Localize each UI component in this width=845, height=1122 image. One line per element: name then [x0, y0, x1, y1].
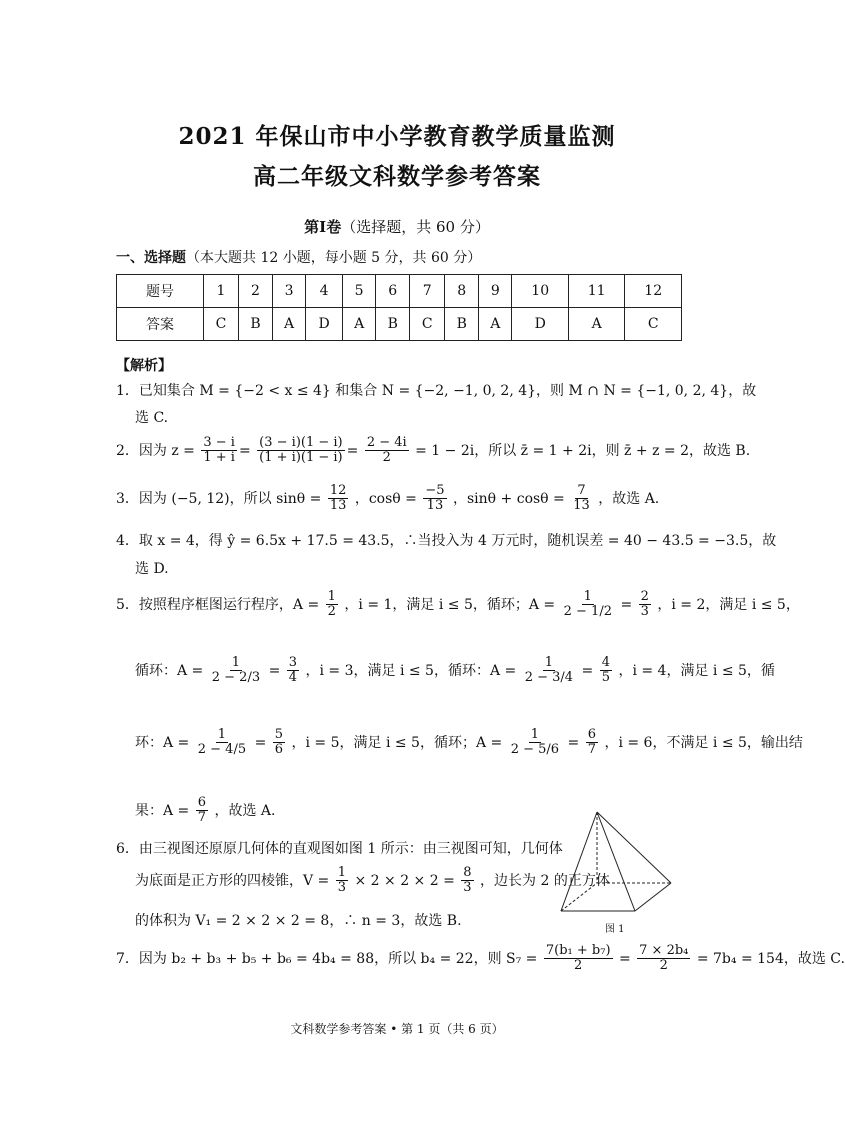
fraction: [196, 796, 208, 826]
fraction: [196, 728, 248, 758]
answer-cell: C: [203, 308, 238, 341]
answer-cell: D: [512, 308, 568, 341]
solution-1-line-2: 选 C.: [135, 410, 169, 426]
pyramid-figure: [553, 808, 683, 933]
numerator: 1: [544, 655, 554, 670]
question-number: 2: [239, 275, 273, 308]
solution-1-line-1: 1．已知集合 M = {−2 < x ≤ 4} 和集合 N = {−2, −1, 0, 2, 4}，则 M ∩ N = {−1, 0, 2, 4}，故: [116, 383, 757, 399]
table-header-cell: 答案: [117, 308, 204, 341]
solution-5-line-4: [135, 796, 276, 826]
solution-3: [116, 484, 659, 514]
question-number: 9: [479, 275, 512, 308]
numerator: 3 − i: [203, 435, 235, 450]
denominator: 13: [426, 498, 444, 514]
numerator: 7(b₁ + b₇): [545, 943, 611, 958]
text: 5．按照程序框图运行程序，A =: [116, 596, 320, 613]
denominator: 2 − 4/5: [197, 742, 247, 758]
analysis-heading: 【解析】: [116, 358, 172, 374]
answer-table: [116, 274, 682, 341]
denominator: 2 − 5/6: [510, 742, 560, 758]
fraction: [328, 484, 349, 514]
denominator: 2: [574, 958, 583, 974]
numerator: (3 − i)(1 − i): [259, 435, 343, 450]
numerator: 1: [583, 589, 592, 604]
answer-cell: B: [239, 308, 273, 341]
text: 3．因为 (−5, 12)，所以 sinθ =: [116, 490, 322, 507]
volume-heading: [0, 216, 794, 237]
solution-5-line-1: [116, 590, 800, 620]
denominator: 3: [337, 880, 347, 896]
question-number: 11: [568, 275, 624, 308]
section-label: 一、选择题: [116, 250, 186, 266]
fraction: [509, 728, 561, 758]
solution-7: [116, 944, 845, 974]
numerator: 8: [463, 865, 472, 880]
question-number: 8: [445, 275, 479, 308]
numerator: 2: [640, 589, 649, 604]
text: ，i = 6，不满足 i ≤ 5，输出结: [604, 734, 803, 751]
fraction: [273, 728, 285, 758]
numerator: 7 × 2b₄: [639, 943, 689, 958]
fraction: [544, 944, 613, 974]
solution-2: 2．因为 z = $\frac{3 - i}{1 + i}$ = $\frac{(3 - i)(1 - i)}{(1 + i)(1 - i)}$ = $\frac{2 - 4i}{2}$ = 1 − 2i，所以 z̄ = 1 + 2i，则 z̄ + z = 2，故选 B.: [116, 435, 751, 466]
question-number: 10: [512, 275, 568, 308]
answer-cell: B: [376, 308, 410, 341]
numerator: 1: [327, 589, 336, 604]
numerator: 6: [587, 727, 596, 742]
denominator: 2: [659, 958, 668, 974]
volume-label: 第Ⅰ卷: [304, 218, 342, 236]
question-number: 12: [625, 275, 682, 308]
document-title: 2021 年保山市中小学教育教学质量监测: [178, 123, 616, 150]
text: ，i = 5，满足 i ≤ 5，循环；A =: [291, 734, 503, 751]
numerator: 12: [329, 483, 347, 498]
question-number: 6: [376, 275, 410, 308]
fraction: [336, 866, 348, 896]
fraction: [326, 590, 338, 620]
text: 为底面是正方形的四棱锥，V =: [135, 872, 330, 889]
fraction: [639, 590, 651, 620]
question-number: 4: [306, 275, 343, 308]
fraction: [586, 728, 598, 758]
text: × 2 × 2 × 2 =: [354, 872, 455, 889]
table-row: [117, 275, 682, 308]
question-number: 7: [410, 275, 445, 308]
answer-cell: C: [410, 308, 445, 341]
table-row: [117, 308, 682, 341]
fraction: [257, 436, 344, 466]
denominator: 2: [382, 450, 391, 466]
volume-desc: （选择题，共 60 分）: [341, 218, 490, 236]
answer-cell: D: [306, 308, 343, 341]
solution-4-line-1: 4．取 x = 4，得 ŷ = 6.5x + 17.5 = 43.5，∴当投入为 4 万元时，随机误差 = 40 − 43.5 = −3.5，故: [116, 533, 777, 549]
denominator: 13: [573, 498, 590, 514]
question-number: 1: [203, 275, 238, 308]
text: ，i = 3，满足 i ≤ 5，循环：A =: [305, 662, 517, 679]
denominator: (1 + i)(1 − i): [259, 450, 343, 466]
numerator: 6: [197, 795, 207, 810]
text: =: [567, 734, 580, 751]
fraction: [637, 944, 690, 974]
section-heading: [116, 247, 481, 267]
numerator: 2 − 4i: [366, 435, 407, 450]
denominator: 2 − 2/3: [211, 670, 261, 686]
fraction: [562, 590, 614, 620]
text: =: [618, 950, 631, 967]
numerator: 1: [231, 655, 241, 670]
denominator: 1 + i: [203, 450, 235, 466]
solution-6-line-3: 的体积为 V₁ = 2 × 2 × 2 = 8，∴ n = 3，故选 B.: [135, 913, 462, 929]
text: ，sinθ + cosθ =: [452, 490, 565, 507]
answer-cell: C: [625, 308, 682, 341]
text: ，i = 2，满足 i ≤ 5，: [657, 596, 800, 613]
denominator: 7: [197, 810, 207, 826]
denominator: 3: [463, 880, 472, 896]
text: = 1 − 2i，所以 z̄ = 1 + 2i，则 z̄ + z = 2，故选 B.: [415, 442, 751, 459]
text: 循环：A =: [135, 662, 204, 679]
fraction: [571, 484, 592, 514]
denominator: 4: [288, 670, 298, 686]
page-footer: 文科数学参考答案 • 第 1 页（共 6 页）: [290, 1022, 504, 1036]
text: =: [581, 662, 594, 679]
text: 7．因为 b₂ + b₃ + b₅ + b₆ = 4b₄ = 88，所以 b₄ = 22，则 S₇ =: [116, 950, 538, 967]
text: =: [620, 596, 633, 613]
denominator: 2: [327, 604, 336, 620]
numerator: 3: [288, 655, 298, 670]
text: ，i = 4，满足 i ≤ 5，循: [618, 662, 775, 679]
denominator: 13: [329, 498, 347, 514]
solution-5-line-3: [135, 728, 803, 758]
text: 环：A =: [135, 734, 190, 751]
denominator: 3: [640, 604, 649, 620]
solution-6-line-1: 6．由三视图还原原几何体的直观图如图 1 所示：由三视图可知，几何体: [116, 841, 563, 857]
text: =: [254, 734, 267, 751]
numerator: 1: [217, 727, 227, 742]
text: ，故选 A.: [214, 802, 276, 819]
text: 2．因为 z =: [116, 442, 195, 459]
numerator: −5: [425, 483, 445, 498]
fraction: [600, 656, 612, 686]
fraction: [461, 866, 473, 896]
text: ，故选 A.: [598, 490, 660, 507]
answer-cell: A: [342, 308, 375, 341]
fraction: [423, 484, 446, 514]
figure-caption: 图 1: [605, 924, 625, 935]
text: ，cosθ =: [354, 490, 417, 507]
text: 果：A =: [135, 802, 190, 819]
numerator: 1: [337, 865, 347, 880]
denominator: 6: [274, 742, 284, 758]
question-number: 5: [342, 275, 375, 308]
answer-cell: A: [272, 308, 305, 341]
numerator: 4: [601, 655, 610, 670]
document-subtitle: 高二年级文科数学参考答案: [253, 163, 541, 190]
fraction: [287, 656, 299, 686]
numerator: 1: [530, 727, 540, 742]
answer-cell: B: [445, 308, 479, 341]
fraction: [201, 436, 237, 466]
text: ，i = 1，满足 i ≤ 5，循环；A =: [344, 596, 556, 613]
solution-4-line-2: 选 D.: [135, 561, 169, 577]
table-header-cell: 题号: [117, 275, 204, 308]
numerator: 5: [274, 727, 284, 742]
denominator: 7: [587, 742, 596, 758]
denominator: 5: [601, 670, 610, 686]
solution-5-line-2: [135, 656, 775, 686]
denominator: 2 − 3/4: [524, 670, 574, 686]
text: = 7b₄ = 154，故选 C.: [696, 950, 845, 967]
fraction: [365, 436, 409, 466]
text: =: [268, 662, 281, 679]
solution-6-line-2: [135, 866, 610, 896]
text: ，边长为 2 的正方体: [480, 872, 610, 889]
answer-cell: A: [568, 308, 624, 341]
answer-cell: A: [479, 308, 512, 341]
fraction: [210, 656, 262, 686]
section-desc: （本大题共 12 小题，每小题 5 分，共 60 分）: [186, 250, 482, 266]
fraction: [523, 656, 575, 686]
denominator: 2 − 1/2: [563, 604, 612, 620]
question-number: 3: [272, 275, 305, 308]
numerator: 7: [577, 483, 586, 498]
